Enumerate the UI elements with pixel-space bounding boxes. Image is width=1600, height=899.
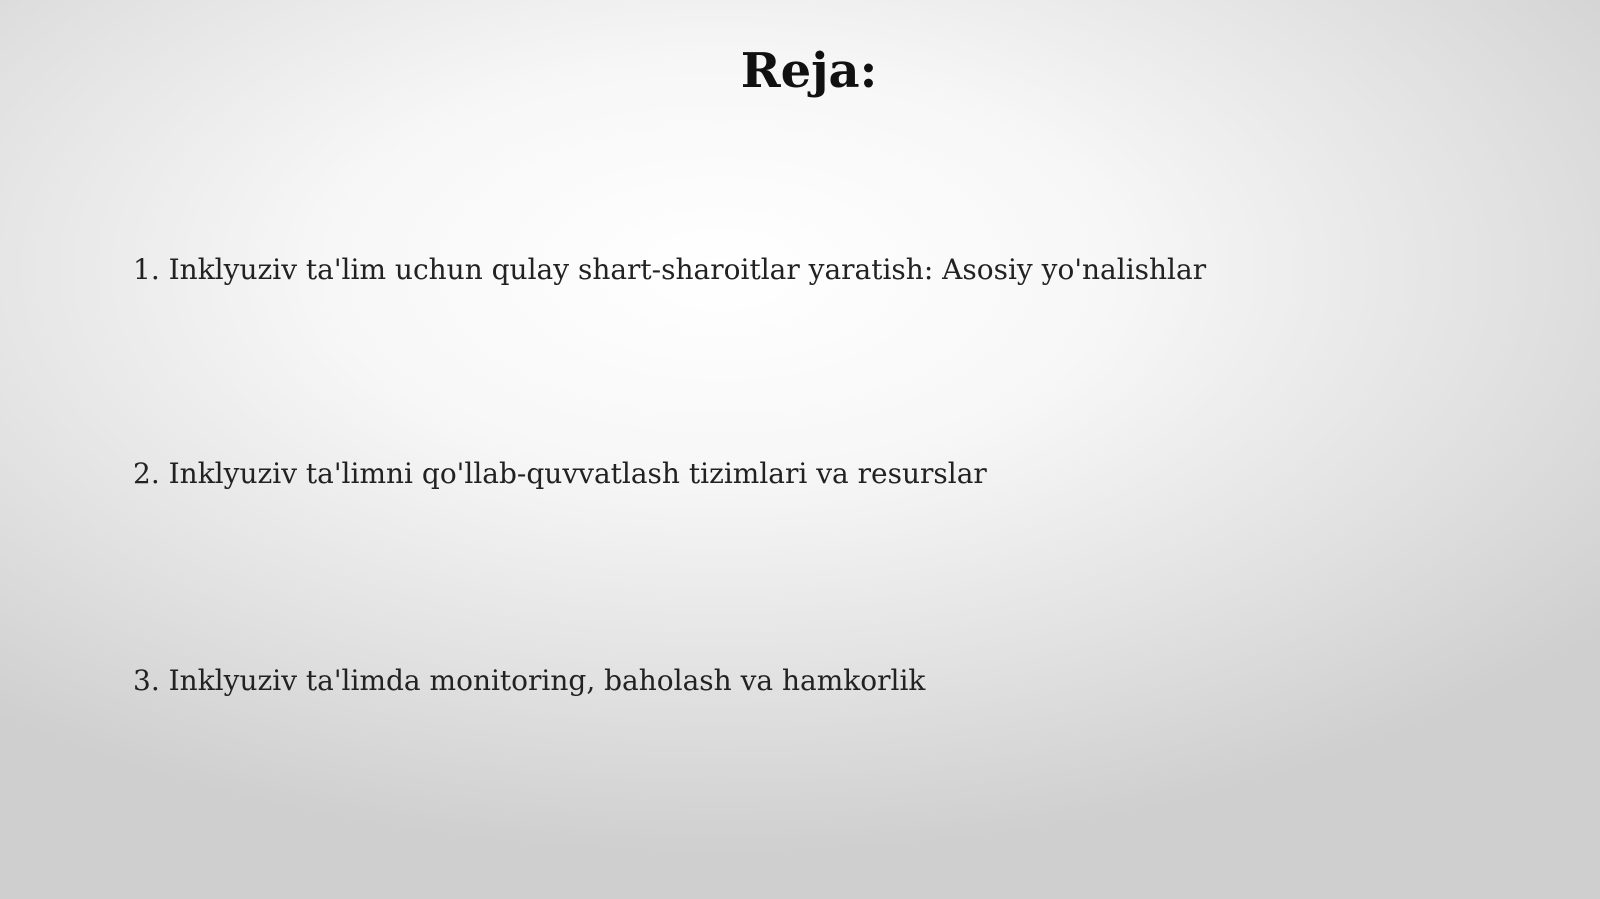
- plan-item-1: 1. Inklyuziv ta'lim uchun qulay shart-sharoitlar yaratish: Asosiy yo'nalishlar: [133, 253, 1207, 286]
- plan-item-3: 3. Inklyuziv ta'limda monitoring, baholash va hamkorlik: [133, 664, 926, 697]
- slide-title: Reja:: [740, 43, 878, 99]
- plan-item-2: 2. Inklyuziv ta'limni qo'llab-quvvatlash tizimlari va resurslar: [133, 457, 987, 490]
